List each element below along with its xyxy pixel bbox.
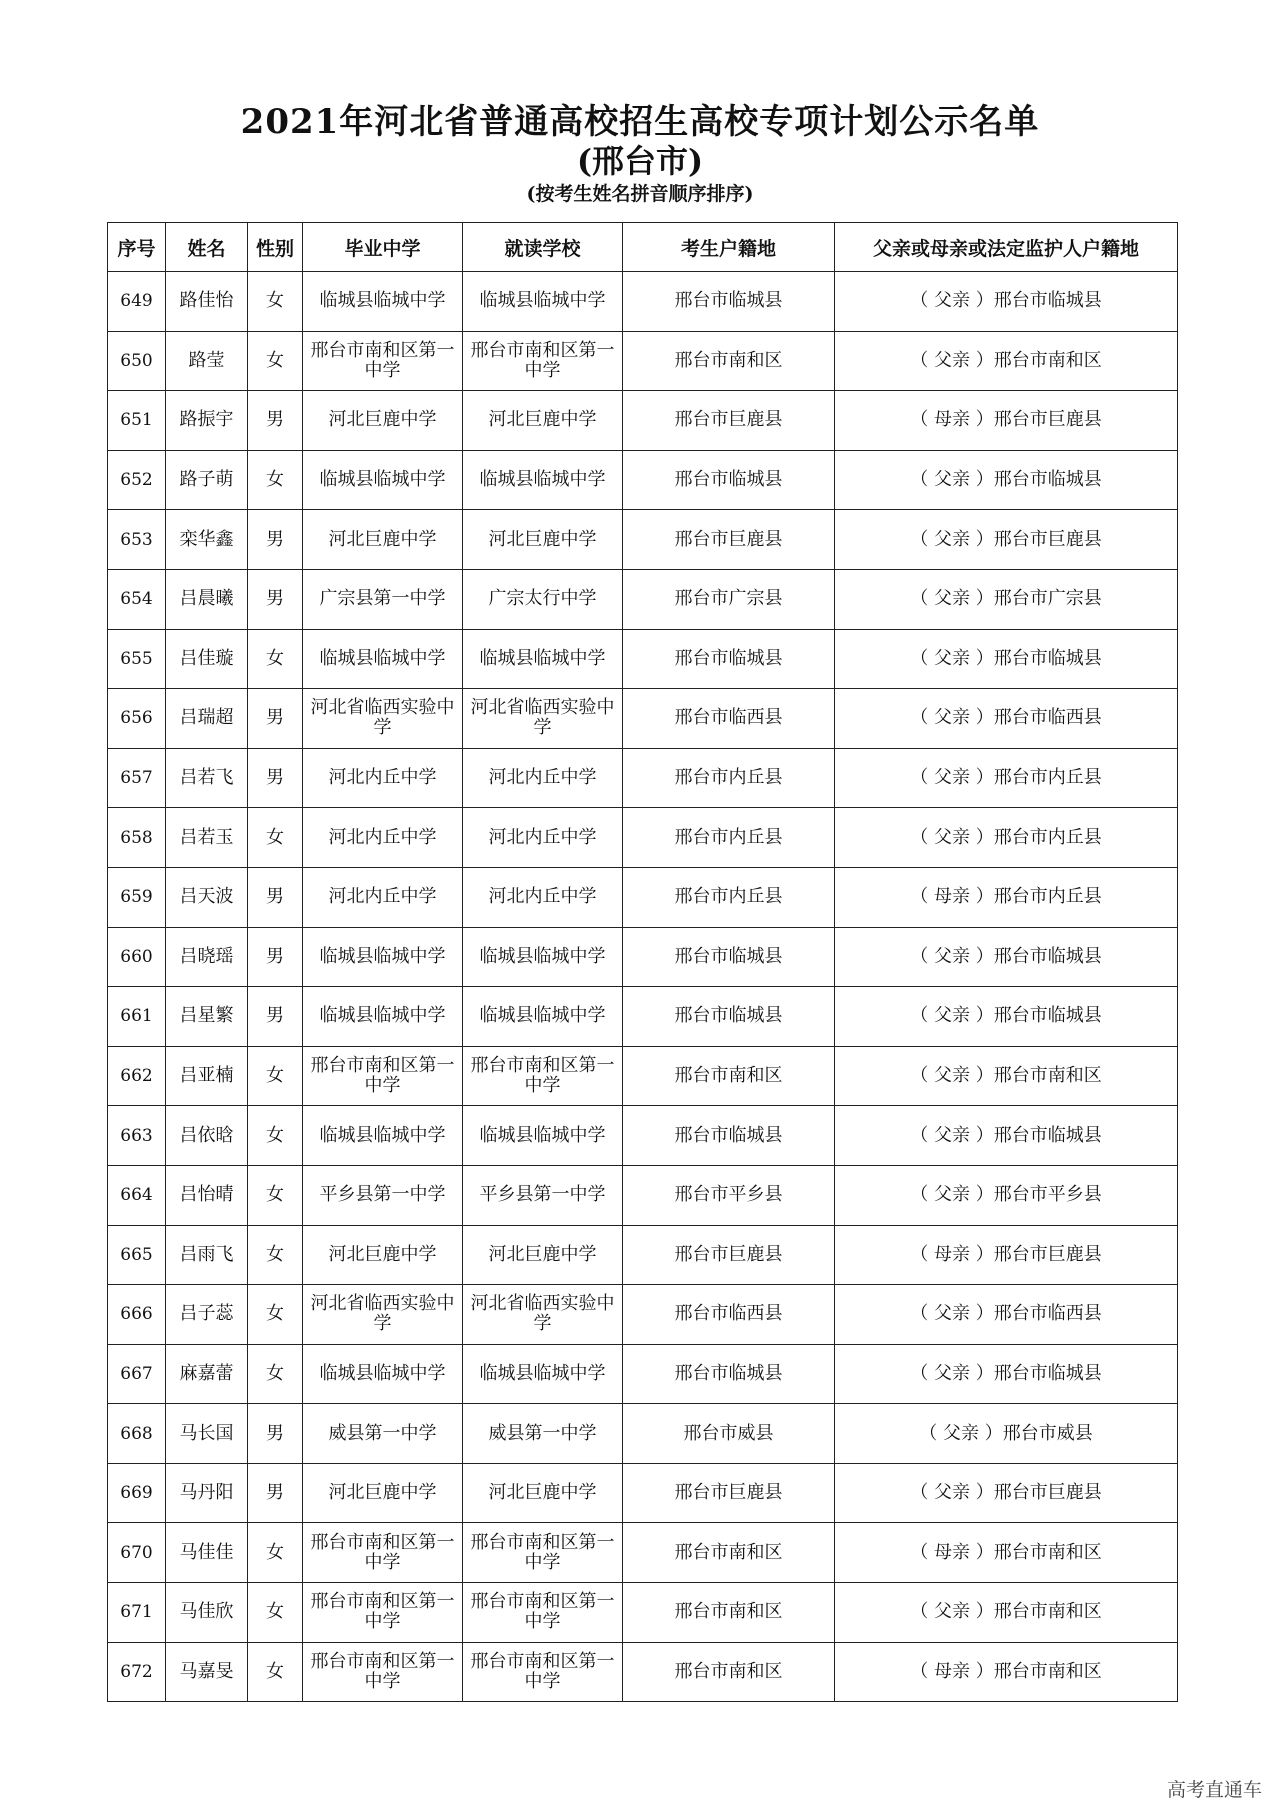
gender-cell: 男 [248,748,303,808]
gender-cell: 男 [248,689,303,749]
gender-cell: 女 [248,331,303,391]
current-school-cell: 邢台市南和区第一中学 [463,331,623,391]
household-cell: 邢台市临城县 [623,987,835,1047]
current-school-cell: 河北巨鹿中学 [463,1463,623,1523]
gender-cell: 女 [248,1046,303,1106]
watermark-text: 高考直通车 [1166,1779,1262,1801]
gender-cell: 女 [248,1106,303,1166]
household-cell: 邢台市南和区 [623,331,835,391]
household-cell: 邢台市南和区 [623,1046,835,1106]
name-cell: 麻嘉蕾 [166,1344,248,1404]
serial-cell: 672 [108,1642,166,1702]
graduation-school-cell: 邢台市南和区第一中学 [303,331,463,391]
sort-note: (按考生姓名拼音顺序排序) [526,183,754,205]
table-row [108,1344,1178,1404]
document-title: 2021年河北省普通高校招生高校专项计划公示名单 [240,102,1040,142]
name-cell: 马丹阳 [166,1463,248,1523]
serial-cell: 654 [108,569,166,629]
graduation-school-cell: 临城县临城中学 [303,450,463,510]
serial-cell: 665 [108,1225,166,1285]
serial-cell: 664 [108,1165,166,1225]
table-row [108,510,1178,570]
guardian-registration-cell: （ 父亲 ）邢台市临城县 [835,629,1178,689]
name-cell: 吕晨曦 [166,569,248,629]
header-graduation-school: 毕业中学 [303,223,463,272]
serial-cell: 657 [108,748,166,808]
serial-cell: 660 [108,927,166,987]
gender-cell: 女 [248,1344,303,1404]
current-school-cell: 河北巨鹿中学 [463,1225,623,1285]
household-cell: 邢台市临城县 [623,927,835,987]
name-cell: 吕晓瑶 [166,927,248,987]
name-cell: 吕若飞 [166,748,248,808]
table-row [108,748,1178,808]
guardian-registration-cell: （ 父亲 ）邢台市南和区 [835,1046,1178,1106]
household-cell: 邢台市临城县 [623,629,835,689]
graduation-school-cell: 河北内丘中学 [303,867,463,927]
table-row [108,569,1178,629]
name-cell: 吕依晗 [166,1106,248,1166]
guardian-registration-cell: （ 父亲 ）邢台市临城县 [835,987,1178,1047]
household-cell: 邢台市内丘县 [623,867,835,927]
table-row [108,1046,1178,1106]
guardian-registration-cell: （ 父亲 ）邢台市临城县 [835,272,1178,332]
table-row [108,1463,1178,1523]
header-name: 姓名 [166,223,248,272]
guardian-registration-cell: （ 父亲 ）邢台市南和区 [835,1583,1178,1643]
graduation-school-cell: 邢台市南和区第一中学 [303,1046,463,1106]
current-school-cell: 邢台市南和区第一中学 [463,1523,623,1583]
graduation-school-cell: 河北巨鹿中学 [303,510,463,570]
current-school-cell: 临城县临城中学 [463,629,623,689]
name-cell: 吕佳璇 [166,629,248,689]
guardian-registration-cell: （ 母亲 ）邢台市内丘县 [835,867,1178,927]
name-cell: 吕子蕊 [166,1285,248,1345]
name-cell: 吕若玉 [166,808,248,868]
graduation-school-cell: 河北巨鹿中学 [303,391,463,451]
table-row [108,391,1178,451]
table-body [108,272,1178,1702]
current-school-cell: 河北巨鹿中学 [463,391,623,451]
gender-cell: 女 [248,272,303,332]
household-cell: 邢台市南和区 [623,1523,835,1583]
current-school-cell: 临城县临城中学 [463,1106,623,1166]
current-school-cell: 临城县临城中学 [463,987,623,1047]
household-cell: 邢台市临城县 [623,450,835,510]
guardian-registration-cell: （ 父亲 ）邢台市平乡县 [835,1165,1178,1225]
guardian-registration-cell: （ 父亲 ）邢台市南和区 [835,331,1178,391]
name-cell: 吕雨飞 [166,1225,248,1285]
serial-cell: 671 [108,1583,166,1643]
guardian-registration-cell: （ 父亲 ）邢台市内丘县 [835,748,1178,808]
current-school-cell: 邢台市南和区第一中学 [463,1046,623,1106]
household-cell: 邢台市巨鹿县 [623,391,835,451]
gender-cell: 男 [248,867,303,927]
graduation-school-cell: 临城县临城中学 [303,629,463,689]
graduation-school-cell: 河北省临西实验中学 [303,689,463,749]
name-cell: 吕瑞超 [166,689,248,749]
gender-cell: 男 [248,510,303,570]
gender-cell: 女 [248,450,303,510]
household-cell: 邢台市南和区 [623,1642,835,1702]
serial-cell: 656 [108,689,166,749]
guardian-registration-cell: （ 父亲 ）邢台市临西县 [835,1285,1178,1345]
guardian-registration-cell: （ 父亲 ）邢台市巨鹿县 [835,1463,1178,1523]
header-guardian-registration: 父亲或母亲或法定监护人户籍地 [835,223,1178,272]
guardian-registration-cell: （ 父亲 ）邢台市巨鹿县 [835,510,1178,570]
serial-cell: 663 [108,1106,166,1166]
header-household-registration: 考生户籍地 [623,223,835,272]
current-school-cell: 河北内丘中学 [463,748,623,808]
serial-cell: 658 [108,808,166,868]
gender-cell: 男 [248,391,303,451]
household-cell: 邢台市内丘县 [623,748,835,808]
household-cell: 邢台市威县 [623,1404,835,1464]
graduation-school-cell: 威县第一中学 [303,1404,463,1464]
guardian-registration-cell: （ 父亲 ）邢台市临城县 [835,1344,1178,1404]
header-serial: 序号 [108,223,166,272]
graduation-school-cell: 邢台市南和区第一中学 [303,1642,463,1702]
name-cell: 吕天波 [166,867,248,927]
table-row [108,1523,1178,1583]
table-row [108,689,1178,749]
guardian-registration-cell: （ 父亲 ）邢台市临城县 [835,927,1178,987]
current-school-cell: 河北巨鹿中学 [463,510,623,570]
household-cell: 邢台市南和区 [623,1583,835,1643]
gender-cell: 男 [248,569,303,629]
serial-cell: 666 [108,1285,166,1345]
gender-cell: 女 [248,1165,303,1225]
table-row [108,629,1178,689]
table-row [108,331,1178,391]
guardian-registration-cell: （ 母亲 ）邢台市巨鹿县 [835,1225,1178,1285]
household-cell: 邢台市广宗县 [623,569,835,629]
serial-cell: 661 [108,987,166,1047]
name-cell: 路佳怡 [166,272,248,332]
graduation-school-cell: 平乡县第一中学 [303,1165,463,1225]
serial-cell: 655 [108,629,166,689]
serial-cell: 653 [108,510,166,570]
household-cell: 邢台市平乡县 [623,1165,835,1225]
table-row [108,1225,1178,1285]
graduation-school-cell: 临城县临城中学 [303,1106,463,1166]
gender-cell: 女 [248,1642,303,1702]
gender-cell: 男 [248,987,303,1047]
name-cell: 路子萌 [166,450,248,510]
name-cell: 栾华鑫 [166,510,248,570]
household-cell: 邢台市临西县 [623,1285,835,1345]
current-school-cell: 邢台市南和区第一中学 [463,1583,623,1643]
name-cell: 马长国 [166,1404,248,1464]
household-cell: 邢台市临城县 [623,272,835,332]
name-cell: 吕星繁 [166,987,248,1047]
serial-cell: 650 [108,331,166,391]
current-school-cell: 威县第一中学 [463,1404,623,1464]
serial-cell: 651 [108,391,166,451]
roster-table [107,222,1178,1702]
header-current-school: 就读学校 [463,223,623,272]
name-cell: 路振宇 [166,391,248,451]
document-subtitle: (邢台市) [576,142,704,180]
current-school-cell: 临城县临城中学 [463,927,623,987]
current-school-cell: 河北内丘中学 [463,808,623,868]
household-cell: 邢台市临西县 [623,689,835,749]
graduation-school-cell: 广宗县第一中学 [303,569,463,629]
name-cell: 马佳佳 [166,1523,248,1583]
name-cell: 吕亚楠 [166,1046,248,1106]
graduation-school-cell: 河北省临西实验中学 [303,1285,463,1345]
table-row [108,1165,1178,1225]
household-cell: 邢台市临城县 [623,1344,835,1404]
guardian-registration-cell: （ 父亲 ）邢台市临城县 [835,1106,1178,1166]
gender-cell: 女 [248,629,303,689]
guardian-registration-cell: （ 父亲 ）邢台市临西县 [835,689,1178,749]
name-cell: 路莹 [166,331,248,391]
serial-cell: 667 [108,1344,166,1404]
graduation-school-cell: 临城县临城中学 [303,927,463,987]
guardian-registration-cell: （ 父亲 ）邢台市临城县 [835,450,1178,510]
graduation-school-cell: 临城县临城中学 [303,272,463,332]
current-school-cell: 河北内丘中学 [463,867,623,927]
gender-cell: 女 [248,1285,303,1345]
gender-cell: 女 [248,1583,303,1643]
serial-cell: 670 [108,1523,166,1583]
current-school-cell: 平乡县第一中学 [463,1165,623,1225]
graduation-school-cell: 临城县临城中学 [303,1344,463,1404]
serial-cell: 669 [108,1463,166,1523]
guardian-registration-cell: （ 母亲 ）邢台市南和区 [835,1523,1178,1583]
gender-cell: 男 [248,927,303,987]
graduation-school-cell: 邢台市南和区第一中学 [303,1583,463,1643]
household-cell: 邢台市巨鹿县 [623,510,835,570]
table-row [108,272,1178,332]
table-row [108,1106,1178,1166]
gender-cell: 男 [248,1404,303,1464]
current-school-cell: 临城县临城中学 [463,1344,623,1404]
table-row [108,808,1178,868]
household-cell: 邢台市巨鹿县 [623,1463,835,1523]
guardian-registration-cell: （ 母亲 ）邢台市南和区 [835,1642,1178,1702]
household-cell: 邢台市临城县 [623,1106,835,1166]
household-cell: 邢台市内丘县 [623,808,835,868]
current-school-cell: 河北省临西实验中学 [463,1285,623,1345]
graduation-school-cell: 邢台市南和区第一中学 [303,1523,463,1583]
current-school-cell: 河北省临西实验中学 [463,689,623,749]
serial-cell: 668 [108,1404,166,1464]
graduation-school-cell: 河北内丘中学 [303,808,463,868]
current-school-cell: 邢台市南和区第一中学 [463,1642,623,1702]
header-gender: 性别 [248,223,303,272]
guardian-registration-cell: （ 父亲 ）邢台市内丘县 [835,808,1178,868]
serial-cell: 649 [108,272,166,332]
household-cell: 邢台市巨鹿县 [623,1225,835,1285]
serial-cell: 662 [108,1046,166,1106]
table-header-row [108,223,1178,272]
name-cell: 马佳欣 [166,1583,248,1643]
serial-cell: 659 [108,867,166,927]
table-row [108,1642,1178,1702]
table-row [108,1404,1178,1464]
graduation-school-cell: 临城县临城中学 [303,987,463,1047]
name-cell: 吕怡晴 [166,1165,248,1225]
current-school-cell: 临城县临城中学 [463,450,623,510]
gender-cell: 男 [248,1463,303,1523]
guardian-registration-cell: （ 父亲 ）邢台市威县 [835,1404,1178,1464]
graduation-school-cell: 河北巨鹿中学 [303,1225,463,1285]
current-school-cell: 广宗太行中学 [463,569,623,629]
table-row [108,450,1178,510]
table-row [108,867,1178,927]
guardian-registration-cell: （ 父亲 ）邢台市广宗县 [835,569,1178,629]
graduation-school-cell: 河北巨鹿中学 [303,1463,463,1523]
table-row [108,1285,1178,1345]
table-row [108,987,1178,1047]
table-row [108,927,1178,987]
guardian-registration-cell: （ 母亲 ）邢台市巨鹿县 [835,391,1178,451]
name-cell: 马嘉旻 [166,1642,248,1702]
gender-cell: 女 [248,808,303,868]
current-school-cell: 临城县临城中学 [463,272,623,332]
gender-cell: 女 [248,1523,303,1583]
gender-cell: 女 [248,1225,303,1285]
graduation-school-cell: 河北内丘中学 [303,748,463,808]
table-row [108,1583,1178,1643]
serial-cell: 652 [108,450,166,510]
